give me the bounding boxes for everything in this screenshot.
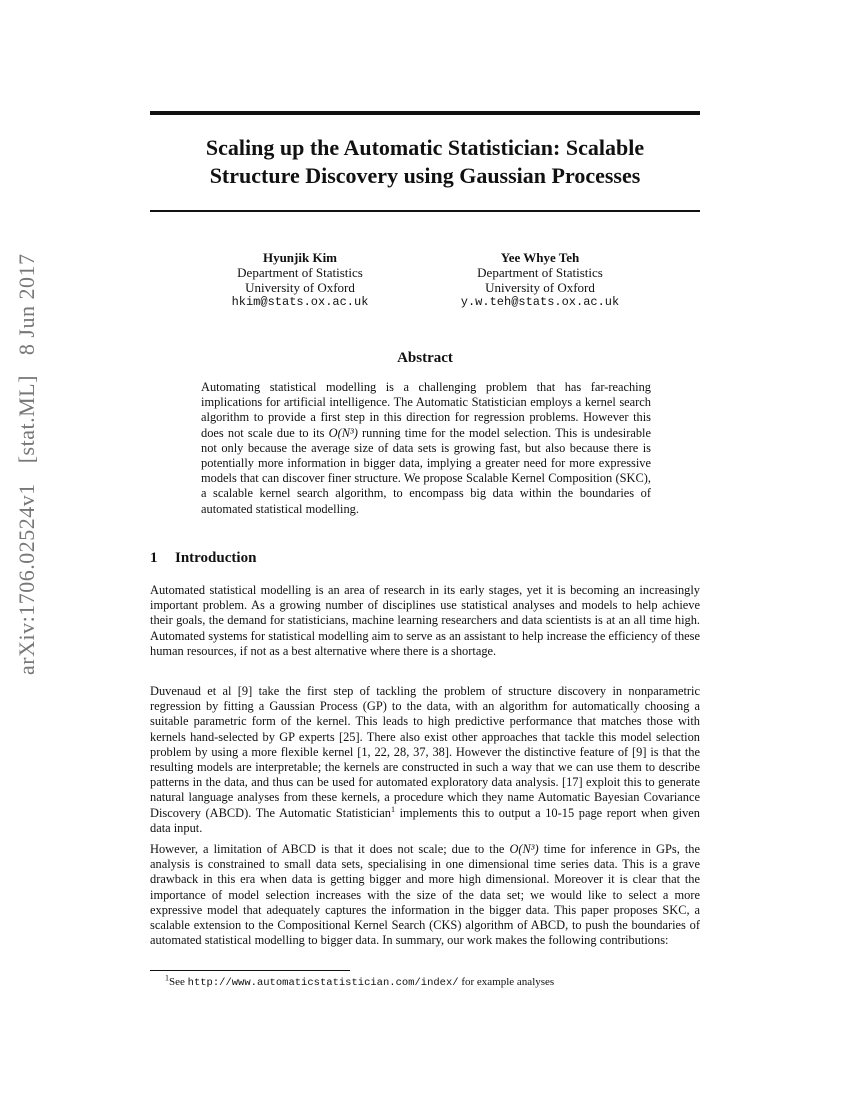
title-line-1: Scaling up the Automatic Statistician: Scalable — [205, 135, 645, 160]
paragraph-text: implements this to output a 10-15 page report when given data input. — [150, 805, 700, 835]
footnote-rule — [150, 970, 350, 971]
inline-math: O(N³) — [509, 842, 539, 856]
footnote-mark[interactable]: 1 — [390, 804, 395, 814]
footnote-prefix: See — [169, 976, 188, 988]
author-block — [420, 250, 660, 310]
intro-paragraph: Automated statistical modelling is an area of research in its early stages, yet it is becoming an increasingly important problem. As a growing number of disciplines use statistical analyses and models to help achieve their goals, the demand for statisticians, machine learning researchers and data scientists is at an all time high. Automated systems for statistical modelling aim to serve as an assistant to help increase the efficiency of these human resources, if not as a best alternative where there is a shortage. — [150, 583, 700, 658]
title-bottom-rule — [150, 210, 700, 212]
title-top-rule — [150, 111, 700, 115]
abstract-body — [201, 380, 651, 517]
paragraph-text: Duvenaud et al [9] take the first step of tackling the problem of structure discovery in nonparametric regression by fitting a Gaussian Process (GP) to the data, with an algorithm for automatically choosing a suitable parametric form of the kernel. This leads to high predictive performance that matches those with kernels hand-selected by GP experts [25]. There also exist other approaches that tackle this model selection problem by using a more flexible kernel [1, 22, 28, 37, 38]. However the distinctive feature of [9] is that the resulting models are interpretable; the kernels are constructed in such a way that we can use them to describe patterns in the data, and thus can be used for automated exploratory data analysis. [17] exploit this to generate natural language analyses from these kernels, a procedure which they name Automatic Bayesian Covariance Discovery (ABCD). The Automatic Statistician — [150, 684, 700, 820]
arxiv-date: 8 Jun 2017 — [14, 253, 39, 356]
arxiv-id: arXiv:1706.02524v1 — [14, 483, 39, 675]
arxiv-stamp — [14, 253, 40, 675]
abstract-text: running time for the model selection. This is undesirable not only because the average size of data sets is growing fast, but also because there is potentially more information in bigger data, implying a greater need for more expressive models that can discover finer structure. We propose Scalable Kernel Composition (SKC), a scalable kernel search algorithm, to encompass big data within the boundaries of automated statistical modelling. — [201, 425, 651, 516]
footnote-suffix: for example analyses — [458, 976, 555, 988]
author-department: Department of Statistics — [477, 265, 603, 280]
author-name: Hyunjik Kim — [262, 250, 338, 265]
section-number: 1 — [150, 550, 158, 566]
author-university: University of Oxford — [485, 280, 595, 295]
footnote-url-link[interactable]: http://www.automaticstatistician.com/index/ — [187, 977, 459, 989]
intro-paragraph — [150, 842, 700, 948]
intro-paragraph — [150, 684, 700, 836]
abstract-text: Automating statistical modelling is a challenging problem that has far-reaching implications for artificial intelligence. The Automatic Statistician employs a kernel search algorithm to provide a first step in this direction for regression problems. However this does not scale due to its — [201, 380, 651, 440]
author-email: y.w.teh@stats.ox.ac.uk — [460, 295, 620, 309]
section-title: Introduction — [175, 550, 257, 566]
arxiv-category: [stat.ML] — [14, 375, 39, 464]
paragraph-text: However, a limitation of ABCD is that it does not scale; due to the — [150, 842, 510, 856]
abstract-math: O(N³) — [328, 425, 358, 440]
author-university: University of Oxford — [245, 280, 355, 295]
author-department: Department of Statistics — [237, 265, 363, 280]
paragraph-text: time for inference in GPs, the analysis is constrained to small data sets, specialising in one dimensional time series data. This is a grave drawback in this era when data is getting bigger and more high dimensional. Moreover it is clear that the importance of model selection increases with the size of the data set; we would like to select a more expressive model that adequately captures the information in the bigger data. This paper proposes SKC, a scalable extension to the Compositional Kernel Search (CKS) algorithm of ABCD, to push the boundaries of automated statistical modelling to bigger data. In summary, our work makes the following contributions: — [150, 842, 700, 948]
author-email: hkim@stats.ox.ac.uk — [231, 295, 369, 309]
author-name: Yee Whye Teh — [500, 250, 580, 265]
footnote — [165, 973, 555, 990]
abstract-heading: Abstract — [397, 350, 453, 366]
section-heading — [150, 550, 256, 567]
title-line-2: Structure Discovery using Gaussian Processes — [209, 163, 641, 188]
author-block — [180, 250, 420, 310]
paper-title — [150, 134, 700, 190]
footnote-number: 1 — [165, 973, 169, 983]
